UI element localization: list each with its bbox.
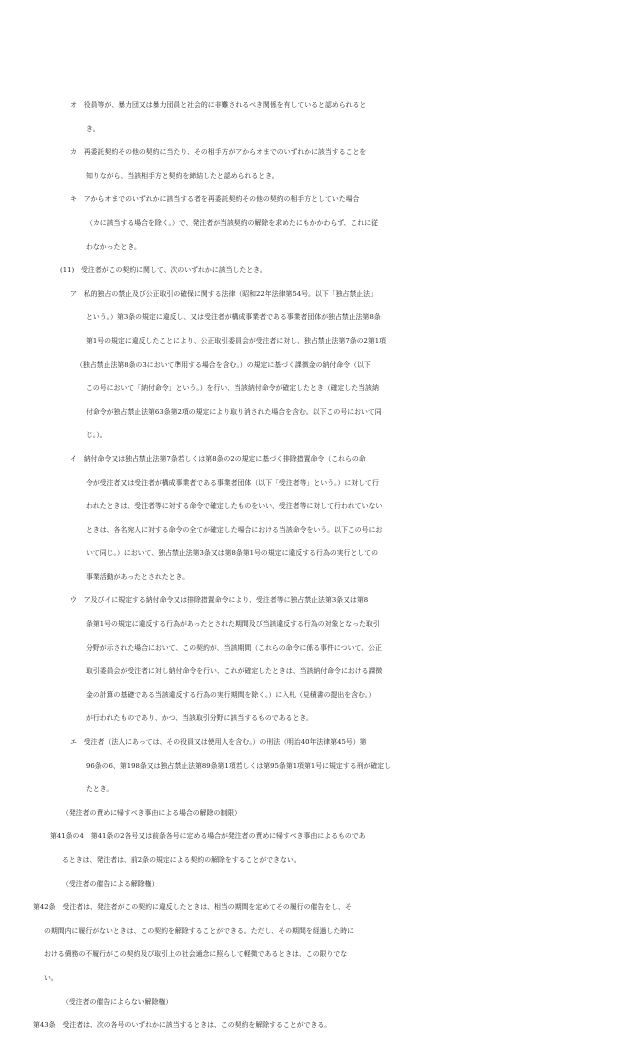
item-u-line-1: ウ ア及びイに規定する納付命令又は排除措置命令により、受注者等に独占禁止法第3条又は第8: [70, 596, 369, 605]
item-i-line-4: ときは、各名宛人に対する命令の全てが確定した場合における当該命令をいう。以下この号にお: [86, 525, 383, 534]
article-43-caption: （受注者の催告によらない解除権）: [62, 997, 173, 1006]
item-i-line-2: 令が受注者又は受注者が構成事業者である事業者団体（以下「受注者等」という。）に対して行: [86, 478, 379, 487]
item-u-line-4: 取引委員会が受注者に対し納付命令を行い、これが確定したときは、当該納付命令における課徴: [86, 667, 383, 676]
item-ki-line-2: （カに該当する場合を除く。）で、発注者が当該契約の解除を求めたにもかかわらず、これに従: [86, 218, 379, 227]
item-ka-line-2: 知りながら、当該相手方と契約を締結したと認められるとき。: [86, 171, 279, 180]
item-ki-line-3: わなかったとき。: [86, 242, 141, 251]
item-e-line-1: エ 受注者（法人にあっては、その役員又は使用人を含む。）の刑法（明治40年法律第45号）第: [70, 738, 367, 747]
item-ki-line-1: キ アからオまでのいずれかに該当する者を再委託契約その他の契約の相手方としていた場合: [70, 195, 360, 204]
item-u-line-2: 条第1号の規定に違反する行為があったとされた期間及び当該違反する行為の対象となった取引: [86, 620, 380, 629]
article-42-line-1: 第42条 受注者は、発注者がこの契約に違反したときは、相当の期間を定めてその履行の催告をし、そ: [33, 903, 352, 912]
clause-11-heading: (11) 受注者がこの契約に関して、次のいずれかに該当したとき。: [60, 266, 267, 275]
article-43-line-1: 第43条 受注者は、次の各号のいずれかに該当するときは、この契約を解除することができる。: [33, 1021, 332, 1030]
article-41-4-line-2: るときは、発注者は、前2条の規定による契約の解除をすることができない。: [62, 856, 301, 864]
item-u-line-5: 金の計算の基礎である当該違反する行為の実行期間を除く。）に入札（見積書の提出を含む。）: [86, 690, 376, 699]
item-a-line-2: という。）第3条の規定に違反し、又は受注者が構成事業者である事業者団体が独占禁止法第8条: [86, 313, 381, 322]
item-i-line-5: いて同じ。）において、独占禁止法第3条又は第8条第1号の規定に違反する行為の実行としての: [86, 549, 379, 558]
item-u-line-6: が行われたものであり、かつ、当該取引分野に該当するものであるとき。: [86, 714, 313, 723]
item-a-line-5: この号において「納付命令」という。）を行い、当該納付命令が確定したとき（確定した当該納: [86, 384, 379, 393]
article-42-line-2: の期間内に履行がないときは、この契約を解除することができる。ただし、その期間を経過した時に: [44, 926, 355, 935]
contract-document-page: [0, 94, 630, 1038]
article-41-4-caption: （発注者の責めに帰すべき事由による場合の解除の制限）: [62, 808, 242, 817]
item-u-line-3: 分野が示された場合において、この契約が、当該期間（これらの命令に係る事件について、公正: [86, 643, 382, 652]
item-a-line-7: じ。）。: [86, 431, 107, 440]
item-i-line-6: 事業活動があったとされたとき。: [86, 572, 190, 581]
item-o-line-2: き。: [86, 124, 100, 133]
item-i-line-3: われたときは、受注者等に対する命令で確定したものをいい、受注者等に対して行われていない: [86, 502, 383, 511]
article-41-4-line-1: 第41条の4 第41条の2各号又は前条各号に定める場合が発注者の責めに帰すべき事由によるものであ: [50, 832, 366, 841]
item-a-line-1: ア 私的独占の禁止及び公正取引の確保に関する法律（昭和22年法律第54号。以下「独占禁止法」: [70, 289, 377, 298]
article-42-line-4: い。: [44, 973, 58, 982]
item-e-line-2: 96条の6、第198条又は独占禁止法第89条第1項若しくは第95条第1項第1号に規定する刑が確定し: [86, 761, 392, 770]
item-a-line-4: （独占禁止法第8条の3において準用する場合を含む。）の規定に基づく課徴金の納付命令（以下: [76, 360, 371, 369]
item-i-line-1: イ 納付命令又は独占禁止法第7条若しくは第8条の2の規定に基づく排除措置命令（これらの命: [70, 454, 366, 463]
article-42-line-3: おける債務の不履行がこの契約及び取引上の社会通念に照らして軽微であるときは、この限りでな: [44, 950, 348, 959]
item-a-line-3: 第1号の規定に違反したことにより、公正取引委員会が受注者に対し、独占禁止法第7条の2第1項: [86, 336, 387, 345]
item-ka-line-1: カ 再委託契約その他の契約に当たり、その相手方がアからオまでのいずれかに該当することを: [70, 148, 367, 157]
article-42-caption: （受注者の催告による解除権）: [62, 879, 159, 888]
item-o-line-1: オ 役員等が、暴力団又は暴力団員と社会的に非難されるべき関係を有していると認められると: [70, 101, 367, 109]
item-a-line-6: 付命令が独占禁止法第63条第2項の規定により取り消された場合を含む。以下この号において同: [86, 407, 382, 416]
item-e-line-3: たとき。: [86, 785, 114, 794]
